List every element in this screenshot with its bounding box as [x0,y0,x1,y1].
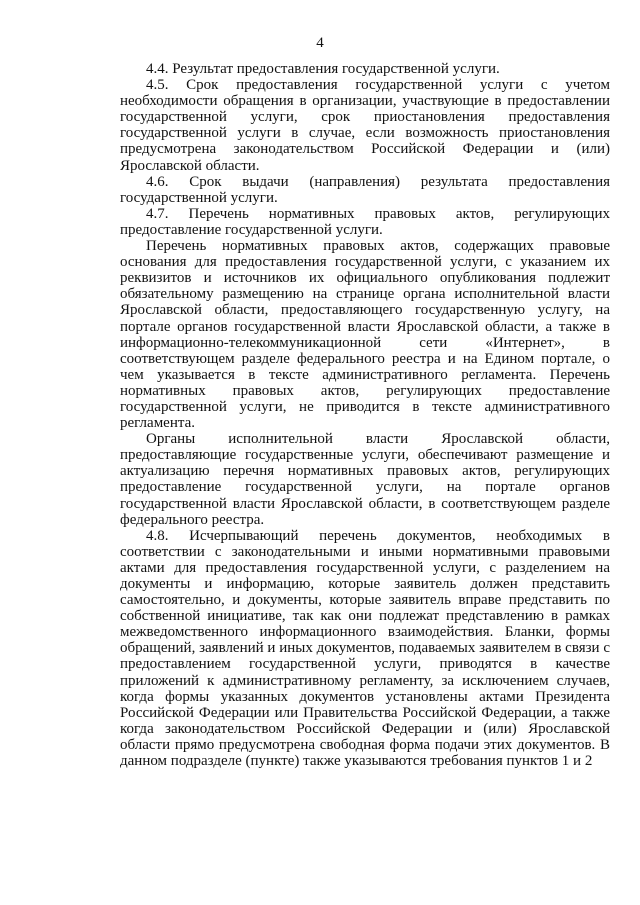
paragraph-4-6: 4.6. Срок выдачи (направления) результата предоставления государственной услуги. [120,173,610,206]
document-body [120,61,610,769]
paragraph-executive-bodies: Органы исполнительной власти Ярославской области, предоставляющие государственные услуги, обеспечивают размещение и актуализацию перечня нормативных правовых актов, регулирующих предоставление государственной услуги, на портале органов государственной власти Ярославской области, в соответствующем разделе федерального реестра. [120,431,610,528]
page-number: 4 [316,35,324,51]
paragraph-4-7: 4.7. Перечень нормативных правовых актов, регулирующих предоставление государственной услуги. [120,205,610,238]
paragraph-legal-acts-list: Перечень нормативных правовых актов, содержащих правовые основания для предоставления государственной услуги, с указанием их реквизитов и источников их официального опубликования подлежит обязательному размещению на странице органа исполнительной власти Ярославской области, предоставляющего государственную услугу, на портале органов государственной власти Ярославской области, а также в информационно-телекоммуникационной сети «Интернет», в соответствующем разделе федерального реестра и на Едином портале, о чем указывается в тексте административного регламента. Перечень нормативных правовых актов, регулирующих предоставление государственной услуги, не приводится в тексте административного регламента. [120,238,610,432]
paragraph-4-4: 4.4. Результат предоставления государственной услуги. [146,61,500,77]
paragraph-4-8: 4.8. Исчерпывающий перечень документов, необходимых в соответствии с законодательными и иными нормативными правовыми актами для предоставления государственной услуги, с разделением на документы и информацию, которые заявитель должен представить самостоятельно, и документы, которые заявитель вправе представить по собственной инициативе, так как они подлежат представлению в рамках межведомственного информационного взаимодействия. Бланки, формы обращений, заявлений и иных документов, подаваемых заявителем в связи с предоставлением государственной услуги, приводятся в качестве приложений к административному регламенту, за исключением случаев, когда формы указанных документов установлены актами Президента Российской Федерации или Правительства Российской Федерации, а также когда законодательством Российской Федерации и (или) Ярославской области прямо предусмотрена свободная форма подачи этих документов. В данном подразделе (пункте) также указываются требования пунктов 1 и 2 [120,527,610,770]
paragraph-4-5: 4.5. Срок предоставления государственной услуги с учетом необходимости обращения в организации, участвующие в предоставлении государственной услуги, срок приостановления предоставления государственной услуги в случае, если возможность приостановления предусмотрена законодательством Российской Федерации и (или) Ярославской области. [120,77,610,174]
